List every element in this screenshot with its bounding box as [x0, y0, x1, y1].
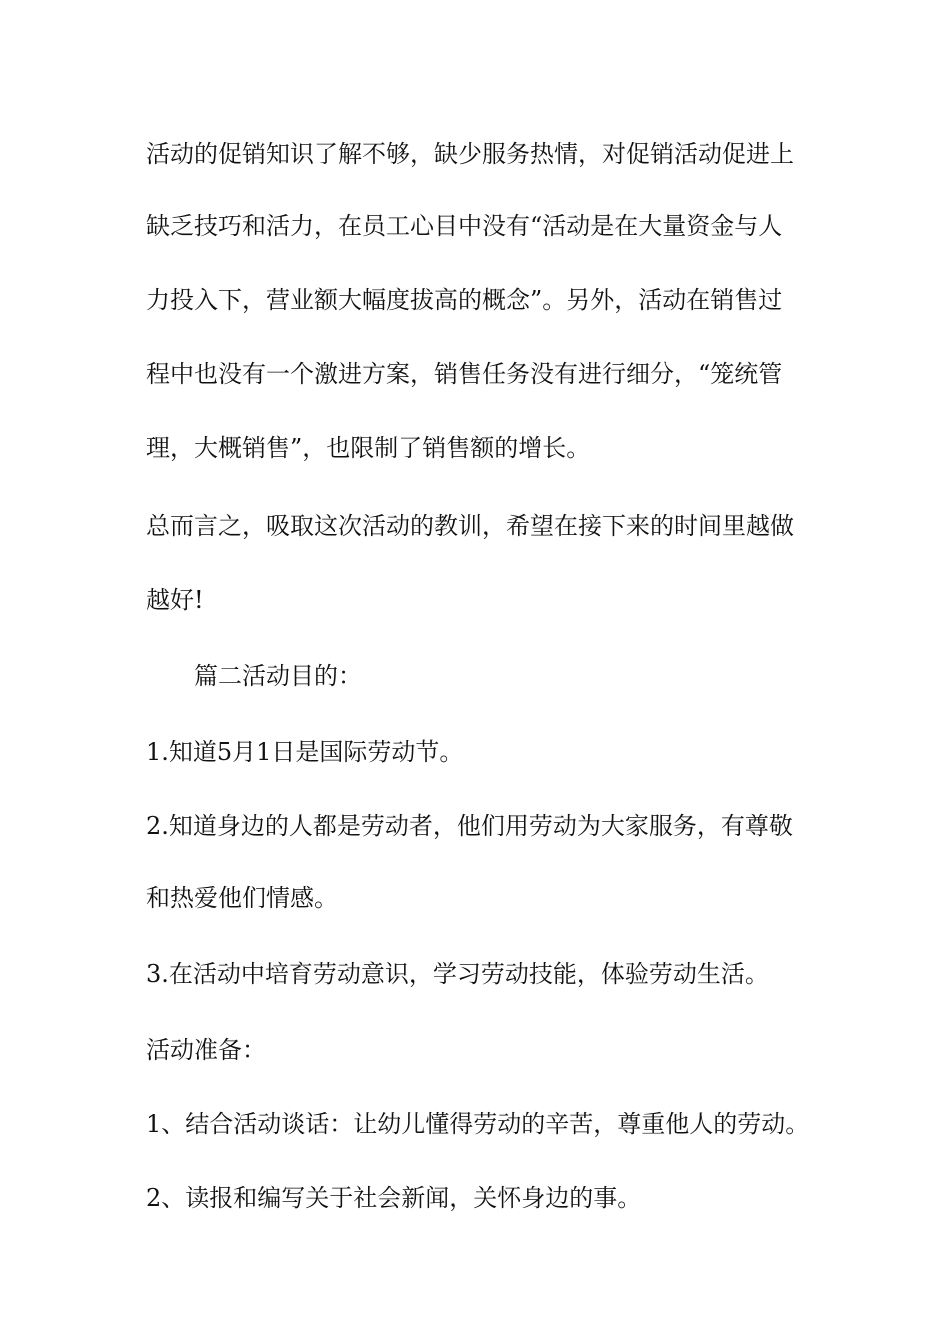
- paragraph-line: 缺乏技巧和活力，在员工心目中没有“活动是在大量资金与人: [146, 212, 783, 240]
- list-item-continuation: 和热爱他们情感。: [146, 884, 338, 912]
- paragraph-line: 活动的促销知识了解不够，缺少服务热情，对促销活动促进上: [146, 140, 794, 168]
- list-item: 2、读报和编写关于社会新闻，关怀身边的事。: [146, 1184, 642, 1212]
- list-item: 2.知道身边的人都是劳动者，他们用劳动为大家服务，有尊敬: [146, 812, 793, 840]
- paragraph-line: 总而言之，吸取这次活动的教训，希望在接下来的时间里越做: [146, 512, 794, 540]
- paragraph-line: 力投入下，营业额大幅度拔高的概念”。另外，活动在销售过: [146, 286, 783, 314]
- paragraph-line: 越好!: [146, 586, 204, 614]
- section-heading: 活动准备：: [146, 1036, 266, 1064]
- list-item: 3.在活动中培育劳动意识，学习劳动技能，体验劳动生活。: [146, 960, 769, 988]
- paragraph-line: 程中也没有一个激进方案，销售任务没有进行细分，“笼统管: [146, 360, 783, 388]
- list-item: 1、结合活动谈话：让幼儿懂得劳动的辛苦，尊重他人的劳动。: [146, 1110, 810, 1138]
- list-item: 1.知道5月1日是国际劳动节。: [146, 738, 464, 766]
- paragraph-line: 理，大概销售”，也限制了销售额的增长。: [146, 434, 591, 462]
- section-heading: 篇二活动目的：: [194, 662, 362, 690]
